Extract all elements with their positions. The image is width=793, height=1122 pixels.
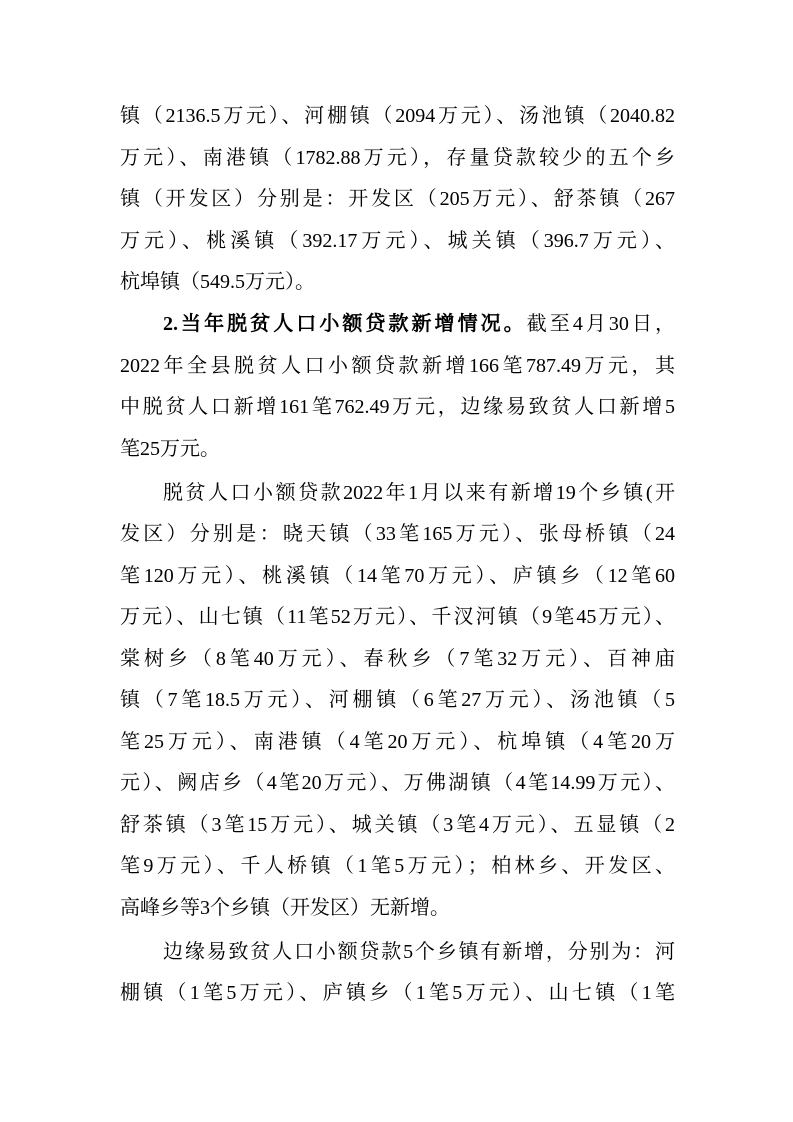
text-line: 笔120万元）、桃溪镇（14笔70万元）、庐镇乡（12笔60 (120, 564, 675, 587)
text-line: 舒茶镇（3笔15万元）、城关镇（3笔4万元）、五显镇（2 (120, 813, 675, 836)
text-line: 笔25万元。 (120, 437, 220, 460)
text-line: 脱贫人口小额贷款2022年1月以来有新增19个乡镇(开 (163, 481, 675, 504)
paragraph-town-breakdown (120, 473, 675, 930)
paragraph-existing-loans (120, 96, 675, 304)
section-heading: 2.当年脱贫人口小额贷款新增情况。 (163, 313, 527, 335)
text-line: 万元）、桃溪镇（392.17万元）、城关镇（396.7万元）、 (120, 229, 675, 252)
paragraph-new-loans-summary (120, 304, 675, 470)
text-line: 万元）、南港镇（1782.88万元），存量贷款较少的五个乡 (120, 146, 675, 169)
text-line: 中脱贫人口新增161笔762.49万元，边缘易致贫人口新增5 (120, 396, 675, 418)
paragraph-edge-population (120, 932, 675, 1015)
text-line: 镇（7笔18.5万元）、河棚镇（6笔27万元）、汤池镇（5 (120, 689, 675, 711)
text-line: 元）、阙店乡（4笔20万元）、万佛湖镇（4笔14.99万元）、 (120, 772, 675, 794)
text-line: 镇（开发区）分别是：开发区（205万元）、舒茶镇（267 (120, 188, 675, 210)
text-line: 发区）分别是：晓天镇（33笔165万元）、张母桥镇（24 (120, 523, 675, 545)
heading-rest-text: 截至4月30日， (526, 313, 675, 335)
text-line: 边缘易致贫人口小额贷款5个乡镇有新增，分别为：河 (163, 940, 675, 963)
text-line: 2022年全县脱贫人口小额贷款新增166笔787.49万元，其 (120, 354, 675, 377)
text-line: 杭埠镇（549.5万元）。 (120, 271, 315, 293)
text-line: 万元）、山七镇（11笔52万元）、千汊河镇（9笔45万元）、 (120, 606, 675, 628)
text-line: 镇（2136.5万元）、河棚镇（2094万元）、汤池镇（2040.82 (120, 105, 675, 127)
text-line: 笔25万元）、南港镇（4笔20万元）、杭埠镇（4笔20万 (120, 730, 675, 753)
text-line (120, 304, 675, 346)
text-line: 笔9万元）、千人桥镇（1笔5万元）；柏林乡、开发区、 (120, 855, 675, 877)
text-line: 棠树乡（8笔40万元）、春秋乡（7笔32万元）、百神庙 (120, 647, 675, 670)
text-line: 高峰乡等3个乡镇（开发区）无新增。 (120, 896, 450, 919)
document-body (120, 96, 675, 1015)
text-line: 棚镇（1笔5万元）、庐镇乡（1笔5万元）、山七镇（1笔 (120, 982, 675, 1004)
